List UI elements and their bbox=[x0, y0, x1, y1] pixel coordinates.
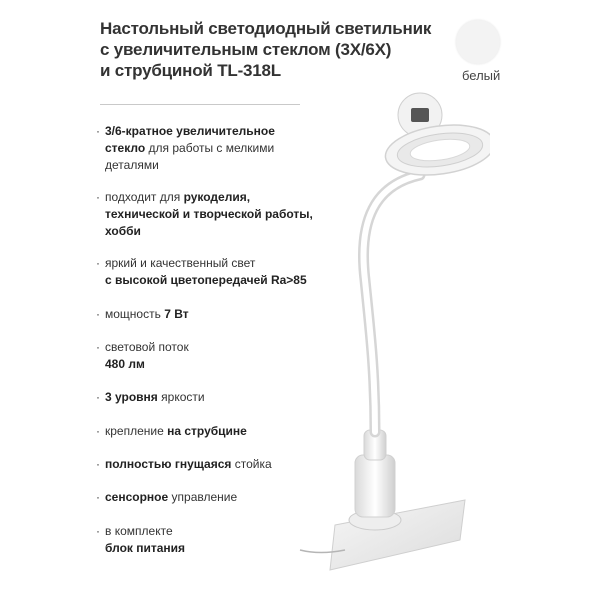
title-line: Настольный светодиодный светильник bbox=[100, 19, 432, 38]
feature-text-bold: 480 лм bbox=[105, 357, 145, 371]
feature-text-bold: на струбцине bbox=[167, 424, 247, 438]
bullet-icon: · bbox=[96, 424, 100, 438]
feature-text-bold: 3/6-кратное увеличительное bbox=[105, 124, 275, 138]
bullet-icon: · bbox=[96, 124, 100, 138]
bullet-icon: · bbox=[96, 490, 100, 504]
bullet-icon: · bbox=[96, 390, 100, 404]
feature-text: крепление bbox=[105, 424, 168, 438]
color-name-label: белый bbox=[462, 68, 501, 83]
bullet-icon: · bbox=[96, 190, 100, 204]
feature-text: мощность bbox=[105, 307, 165, 321]
feature-text-bold: 7 Вт bbox=[164, 307, 189, 321]
feature-text-bold: с высокой цветопередачей Ra>85 bbox=[105, 273, 307, 287]
feature-text-bold: сенсорное bbox=[105, 490, 169, 504]
feature-text-bold: стекло bbox=[105, 141, 146, 155]
feature-text: подходит для bbox=[105, 190, 184, 204]
feature-text: в комплекте bbox=[105, 524, 173, 538]
color-swatch bbox=[456, 20, 500, 64]
title-divider bbox=[100, 104, 300, 105]
feature-text-bold: хобби bbox=[105, 224, 141, 238]
title-line: с увеличительным стеклом (3X/6X) bbox=[100, 40, 392, 59]
bullet-icon: · bbox=[96, 340, 100, 354]
feature-text: стойка bbox=[231, 457, 272, 471]
product-title bbox=[100, 18, 430, 81]
feature-text-bold: блок питания bbox=[105, 541, 186, 555]
bullet-icon: · bbox=[96, 307, 100, 321]
feature-text: световой поток bbox=[105, 340, 189, 354]
feature-text: яркости bbox=[157, 390, 205, 404]
feature-text-bold: 3 уровня bbox=[105, 390, 158, 404]
feature-text: деталями bbox=[105, 158, 159, 172]
bullet-icon: · bbox=[96, 457, 100, 471]
title-line: и струбциной TL-318L bbox=[100, 61, 281, 80]
feature-text: управление bbox=[168, 490, 238, 504]
feature-text-bold: технической и творческой работы, bbox=[105, 207, 313, 221]
bullet-icon: · bbox=[96, 524, 100, 538]
bullet-icon: · bbox=[96, 256, 100, 270]
feature-text-bold: рукоделия, bbox=[183, 190, 251, 204]
lamp-product-image bbox=[280, 80, 490, 580]
feature-text-bold: полностью гнущаяся bbox=[105, 457, 232, 471]
feature-text: яркий и качественный свет bbox=[105, 256, 256, 270]
feature-text: для работы с мелкими bbox=[145, 141, 275, 155]
